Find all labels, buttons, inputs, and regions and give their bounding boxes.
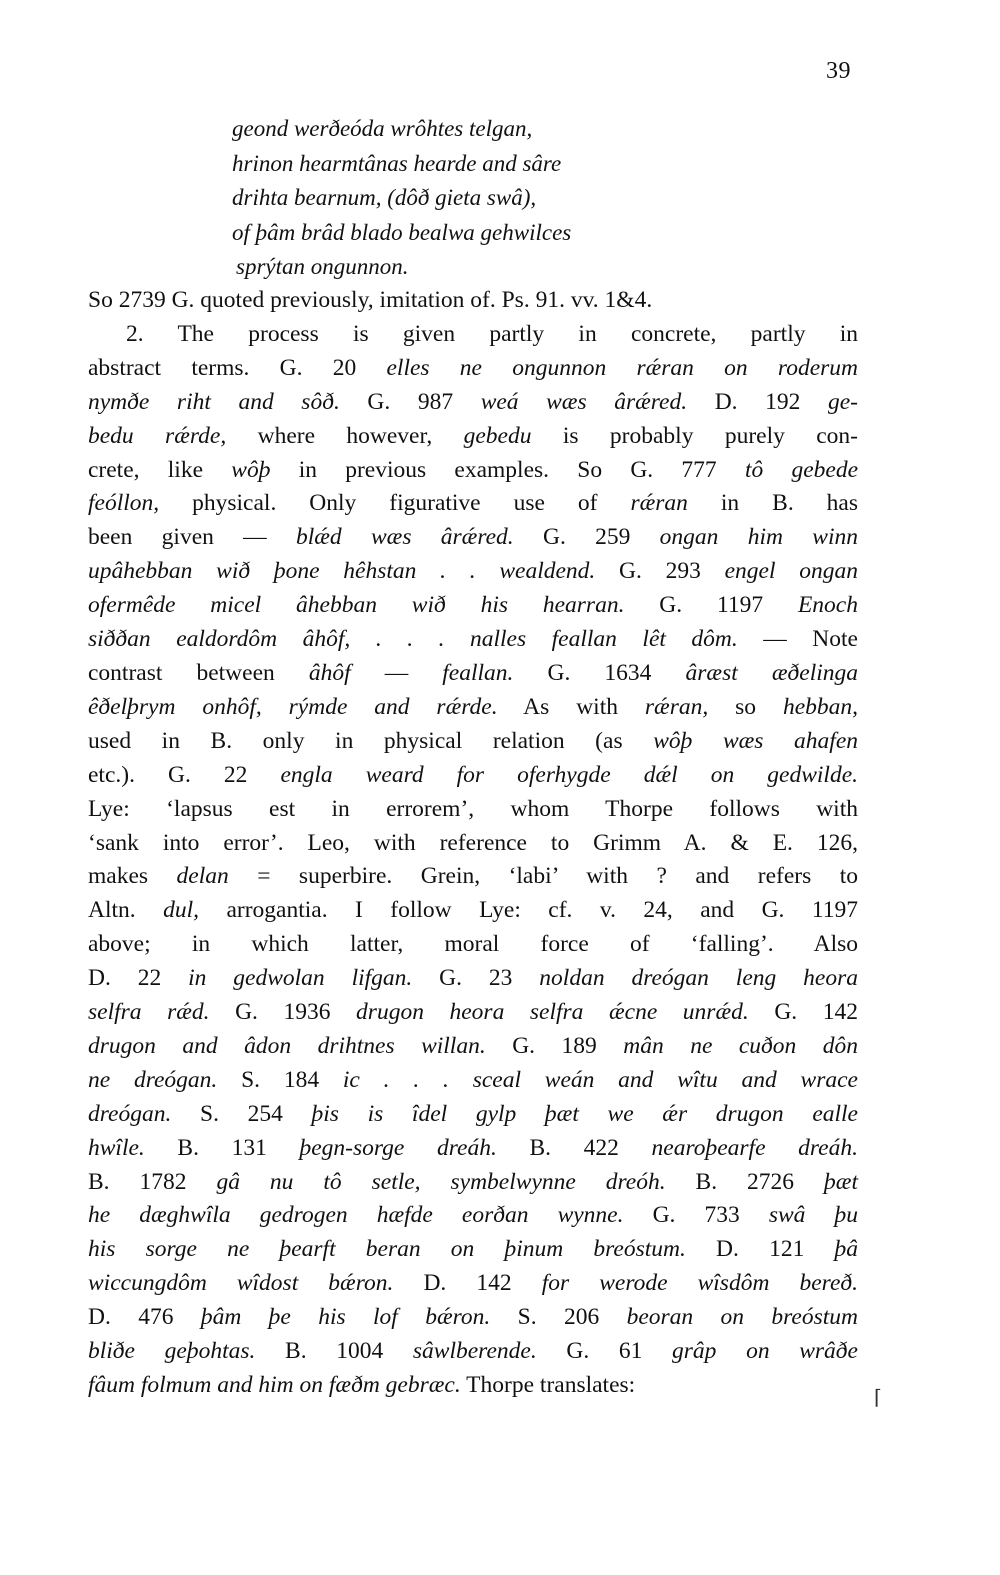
commentary-text [88, 284, 858, 1403]
text-run: in previous examples. So G. 777 [270, 456, 745, 483]
text-run: G. 293 [595, 558, 725, 585]
text-line [88, 1199, 858, 1233]
italic-quote: bliðe geþohtas. [88, 1338, 256, 1365]
italic-quote: engel ongan [724, 558, 859, 585]
italic-quote: feallan. [442, 659, 514, 686]
italic-quote: blǽd wæs ârǽred. [295, 524, 514, 551]
italic-quote: þis is îdel gylp þæt we ǽr drugon ealle [311, 1100, 858, 1127]
italic-quote: hebban, [782, 693, 858, 720]
italic-quote: wiccungdôm wîdost bǽron. [88, 1270, 394, 1297]
italic-quote: ne dreógan. [88, 1066, 218, 1093]
italic-quote: in gedwolan lifgan. [188, 965, 413, 992]
text-run: G. 142 [748, 999, 858, 1026]
text-run: been given — [88, 524, 296, 551]
text-run: — [350, 659, 443, 686]
text-run: B. 1782 [88, 1168, 217, 1195]
text-line [88, 691, 858, 725]
text-line [88, 1369, 858, 1403]
text-run: contrast between [88, 659, 309, 686]
italic-quote: for werode wîsdôm bereð. [541, 1270, 858, 1297]
italic-quote: drugon and âdon drihtnes willan. [88, 1032, 486, 1059]
italic-quote: êðelþrym onhôf, rýmde and rǽrde. [88, 693, 498, 720]
text-line [88, 1301, 858, 1335]
text-run: D. 142 [393, 1270, 542, 1297]
text-line [88, 1335, 858, 1369]
text-run: G. 189 [485, 1032, 624, 1059]
text-line [88, 386, 858, 420]
italic-quote: gâ nu tô setle, symbelwynne dreóh. [216, 1168, 666, 1195]
text-run: used in B. only in physical relation (as [88, 727, 654, 754]
text-line [88, 827, 858, 861]
text-run: — Note [737, 626, 858, 653]
italic-quote: noldan dreógan leng heora [539, 965, 858, 992]
text-run: S. 254 [171, 1100, 312, 1127]
text-line [88, 521, 858, 555]
italic-quote: wôþ [231, 456, 271, 483]
text-run: Thorpe translates: [460, 1372, 636, 1398]
text-run: makes [88, 863, 177, 890]
text-line [88, 318, 858, 352]
italic-quote: grâp on wrâðe [672, 1338, 858, 1365]
text-run: 2. The process is given partly in concrete, partly in [126, 320, 858, 347]
italic-quote: âhôf [308, 659, 351, 686]
text-run: above; in which latter, moral force of ‘falling’. Also [88, 931, 858, 958]
text-line [88, 352, 858, 386]
text-run: where however, [226, 422, 464, 449]
italic-quote: siððan ealdordôm âhôf, . . . nalles feallan lêt dôm. [88, 626, 738, 653]
italic-quote: ofermêde micel âhebban wið his hearran. [88, 592, 625, 619]
text-line [88, 657, 858, 691]
text-run: S. 184 [217, 1066, 343, 1093]
text-line [88, 589, 858, 623]
text-run: crete, like [88, 456, 232, 483]
verse-quotation [232, 112, 892, 285]
italic-quote: engla weard for oferhygde dǽl on gedwilde. [280, 761, 858, 788]
text-run: G. 987 [339, 388, 481, 415]
text-run: Altn. [88, 897, 164, 924]
text-run: G. 1936 [209, 999, 357, 1026]
italic-quote: dul, [163, 897, 200, 924]
italic-quote: rǽran, [644, 693, 709, 720]
text-line [88, 793, 858, 827]
text-run: D. 22 [88, 965, 189, 992]
text-line [88, 623, 858, 657]
text-run: D. 121 [685, 1236, 835, 1263]
italic-quote: he dæghwîla gedrogen hæfde eorðan wynne. [88, 1202, 624, 1229]
text-run: D. 192 [687, 388, 828, 415]
text-run: ‘sank into error’. Leo, with reference to Grimm A. & E. 126, [88, 829, 858, 856]
verse-line: hrinon hearmtânas hearde and sâre [232, 150, 562, 176]
text-line [88, 759, 858, 793]
text-line [88, 284, 858, 318]
italic-quote: gebedu [463, 422, 532, 449]
margin-mark: ⌈ [874, 1387, 882, 1409]
text-line [88, 1267, 858, 1301]
text-line [88, 860, 858, 894]
italic-quote: selfra rǽd. [88, 999, 210, 1026]
text-run: B. 1004 [255, 1338, 413, 1365]
text-run: G. 1197 [624, 592, 798, 619]
text-run: abstract terms. G. 20 [88, 354, 387, 381]
text-run: physical. Only figurative use of [159, 490, 631, 517]
text-line [88, 1166, 858, 1200]
italic-quote: ic . . . sceal weán and wîtu and wrace [342, 1066, 858, 1093]
text-line [88, 420, 858, 454]
italic-quote: bedu rǽrde, [88, 422, 227, 449]
text-run: G. 1634 [513, 659, 686, 686]
text-run: so [708, 693, 783, 720]
italic-quote: delan [176, 863, 229, 890]
italic-quote: fâum folmum and him on fæðm gebræc. [88, 1372, 461, 1398]
italic-quote: Enoch [797, 592, 858, 619]
text-line [88, 928, 858, 962]
text-run: B. 422 [496, 1134, 652, 1161]
italic-quote: þegn-sorge dreáh. [299, 1134, 497, 1161]
text-run: S. 206 [490, 1304, 627, 1331]
text-run: Lye: ‘lapsus est in errorem’, whom Thorpe follows with [88, 795, 858, 822]
text-line [88, 1030, 858, 1064]
text-line [88, 555, 858, 589]
italic-quote: nymðe riht and sôð. [88, 388, 340, 415]
text-run: D. 476 [88, 1304, 201, 1331]
text-run: So 2739 G. quoted previously, imitation of. Ps. 91. vv. 1&4. [88, 287, 653, 313]
text-run: B. 131 [144, 1134, 300, 1161]
italic-quote: ongan him winn [659, 524, 858, 551]
page-number: 39 [826, 58, 851, 84]
italic-quote: âræst æðelinga [685, 659, 858, 686]
text-run: is probably purely con- [531, 422, 858, 449]
text-run: in B. has [687, 490, 858, 517]
text-line [88, 996, 858, 1030]
italic-quote: mân ne cuðon dôn [623, 1032, 859, 1059]
text-run: G. 61 [536, 1338, 673, 1365]
italic-quote: upâhebban wið þone hêhstan . . wealdend. [88, 558, 596, 585]
italic-quote: nearoþearfe dreáh. [651, 1134, 858, 1161]
italic-quote: dreógan. [88, 1100, 172, 1127]
text-line [88, 454, 858, 488]
italic-quote: feóllon, [88, 490, 160, 517]
text-line [88, 1064, 858, 1098]
italic-quote: þæt [824, 1168, 858, 1195]
italic-quote: rǽran [630, 490, 688, 517]
text-run: B. 2726 [665, 1168, 825, 1195]
text-run: G. 23 [412, 965, 540, 992]
italic-quote: hwîle. [88, 1134, 145, 1161]
text-line [88, 725, 858, 759]
italic-quote: ge- [827, 388, 858, 415]
text-run: arrogantia. I follow Lye: cf. v. 24, and G. 1197 [199, 897, 859, 924]
text-line [88, 1132, 858, 1166]
verse-line: drihta bearnum, (dôð gieta swâ), [232, 185, 537, 210]
text-line [88, 487, 858, 521]
text-line [88, 1233, 858, 1267]
text-line [88, 894, 858, 928]
text-line [88, 1098, 858, 1132]
italic-quote: elles ne ongunnon rǽran on roderum [386, 354, 858, 381]
verse-line: geond werðeóda wrôhtes telgan, [232, 116, 533, 141]
italic-quote: wôþ wæs ahafen [653, 727, 858, 754]
text-run: = superbire. Grein, ‘labi’ with ? and refers to [228, 863, 858, 890]
italic-quote: drugon heora selfra ǽcne unrǽd. [356, 999, 749, 1026]
text-run: G. 733 [623, 1202, 769, 1229]
italic-quote: sâwlberende. [412, 1338, 537, 1365]
verse-line: sprýtan ongunnon. [236, 254, 409, 279]
text-run: etc.). G. 22 [88, 761, 281, 788]
italic-quote: þâ [834, 1236, 858, 1263]
text-line [88, 962, 858, 996]
verse-line: of þâm brâd blado bealwa gehwilces [232, 219, 572, 245]
italic-quote: weá wæs ârǽred. [480, 388, 688, 415]
italic-quote: tô gebede [744, 456, 859, 483]
italic-quote: beoran on breóstum [626, 1304, 858, 1331]
text-run: G. 259 [513, 524, 660, 551]
italic-quote: þâm þe his lof bǽron. [200, 1304, 491, 1331]
italic-quote: swâ þu [768, 1202, 858, 1229]
italic-quote: his sorge ne þearft beran on þinum breóstum. [88, 1236, 686, 1263]
text-run: As with [497, 693, 645, 720]
